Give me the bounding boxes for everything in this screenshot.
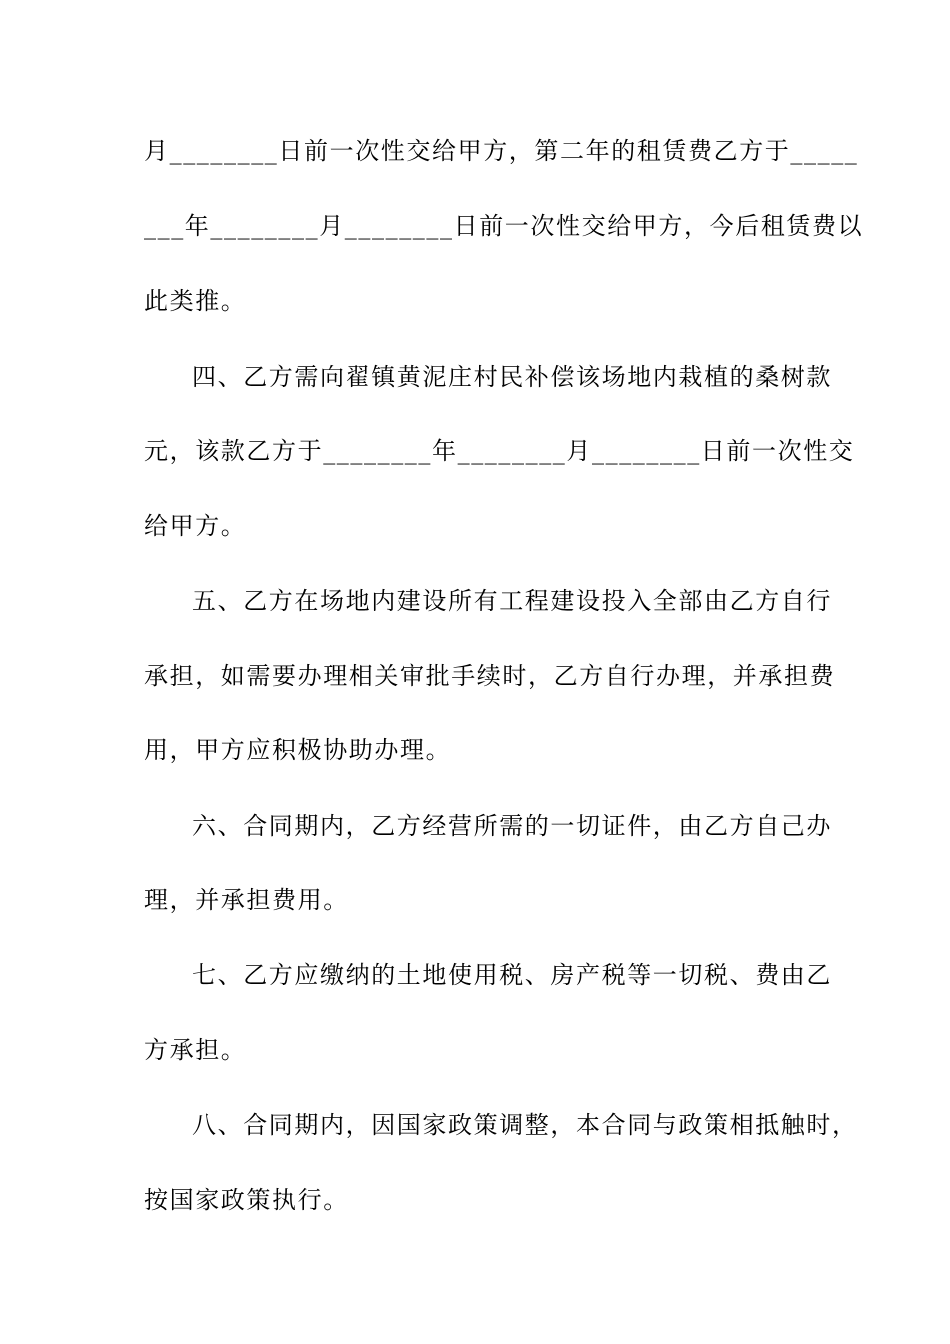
paragraph-4-start: 四、乙方需向翟镇黄泥庄村民补偿该场地内栽植的桑树款 <box>192 363 832 391</box>
text-line: ___年________月________日前一次性交给甲方，今后租赁费以 <box>144 212 864 240</box>
text-line: 此类推。 <box>144 287 247 315</box>
text-line: 承担，如需要办理相关审批手续时，乙方自行办理，并承担费 <box>144 662 836 690</box>
paragraph-8-start: 八、合同期内，因国家政策调整，本合同与政策相抵触时， <box>192 1111 858 1139</box>
text-line: 方承担。 <box>144 1036 247 1064</box>
text-line: 元，该款乙方于________年________月________日前一次性交 <box>144 437 855 465</box>
paragraph-7-start: 七、乙方应缴纳的土地使用税、房产税等一切税、费由乙 <box>192 961 832 989</box>
paragraph-5-start: 五、乙方在场地内建设所有工程建设投入全部由乙方自行 <box>192 587 832 615</box>
text-line: 月________日前一次性交给甲方，第二年的租赁费乙方于_____ <box>144 137 859 165</box>
text-line: 用，甲方应积极协助办理。 <box>144 736 452 764</box>
text-line: 理，并承担费用。 <box>144 886 349 914</box>
text-line: 按国家政策执行。 <box>144 1186 349 1214</box>
text-line: 给甲方。 <box>144 512 247 540</box>
paragraph-6-start: 六、合同期内，乙方经营所需的一切证件，由乙方自己办 <box>192 812 832 840</box>
